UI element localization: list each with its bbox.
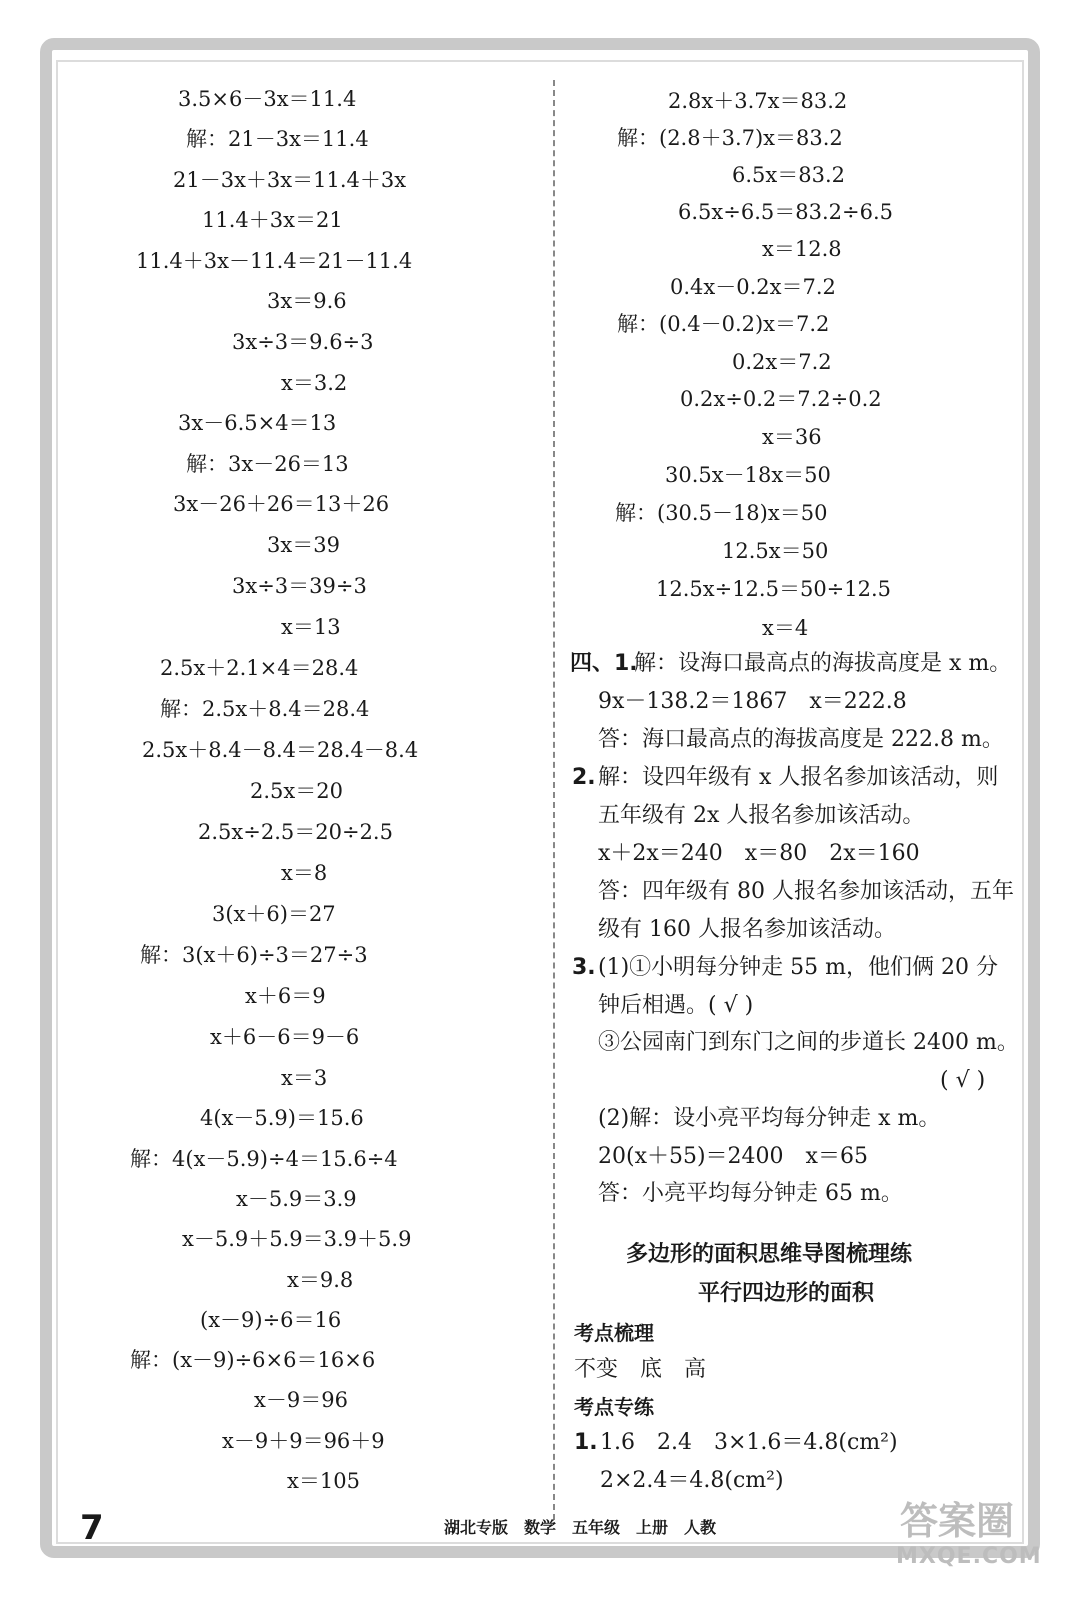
equation-line: 11.4＋3x－11.4＝21－11.4 [136,249,413,273]
equation-line: 12.5x÷12.5＝50÷12.5 [656,577,892,601]
equation-line: x＝36 [762,425,822,449]
section-subtitle: 平行四边形的面积 [698,1281,875,1306]
equation-line: 21－3x＋3x＝11.4＋3x [173,168,407,192]
equation-line: 2.8x＋3.7x＝83.2 [668,89,848,113]
answer-line: 级有 160 人报名参加该活动。 [598,917,896,942]
equation-line: 0.4x－0.2x＝7.2 [670,275,836,299]
answer-line: (1)①小明每分钟走 55 m，他们俩 20 分 [598,955,998,980]
equation-line: 12.5x＝50 [722,539,829,563]
answer-line: 答：海口最高点的海拔高度是 222.8 m。 [598,727,1004,752]
answer-line: x＋2x＝240 x＝80 2x＝160 [598,841,920,866]
equation-line: 解：(2.8＋3.7)x＝83.2 [617,126,843,150]
equation-line: x－5.9＝3.9 [236,1187,357,1211]
answer-line: 钟后相遇。( √ ) [598,993,754,1018]
equation-line: x＝4 [762,616,809,640]
equation-line: 3x－6.5×4＝13 [178,411,337,435]
equation-line: 6.5x＝83.2 [732,163,845,187]
equation-line: 解：3(x＋6)÷3＝27÷3 [140,943,368,967]
answer-line: 1.6 2.4 3×1.6＝4.8(cm²) [600,1430,898,1455]
equation-line: 0.2x＝7.2 [732,350,832,374]
equation-line: x－5.9＋5.9＝3.9＋5.9 [182,1227,412,1251]
equation-line: 30.5x－18x＝50 [665,463,831,487]
answer-line: 解：设四年级有 x 人报名参加该活动，则 [598,765,999,790]
answer-line: 9x－138.2＝1867 x＝222.8 [598,689,907,714]
equation-line: x－9＝96 [254,1388,348,1412]
equation-line: x＝9.8 [287,1268,354,1292]
equation-line: 3x－26＋26＝13＋26 [173,492,390,516]
equation-line: x＝12.8 [762,237,842,261]
equation-line: 4(x－5.9)＝15.6 [200,1106,364,1130]
answer-line: 解：设海口最高点的海拔高度是 x m。 [634,651,1012,676]
question-number: 3. [572,955,596,980]
column-divider [553,80,555,1520]
equation-line: x＝105 [287,1469,360,1493]
equation-line: 解：4(x－5.9)÷4＝15.6÷4 [130,1147,398,1171]
equation-line: 解：(0.4－0.2)x＝7.2 [617,312,830,336]
equation-line: x＝3 [281,1066,328,1090]
equation-line: 6.5x÷6.5＝83.2÷6.5 [678,200,893,224]
equation-line: 2.5x＝20 [250,779,343,803]
watermark-text: 答案圈 [900,1499,1015,1543]
answer-line: 答：小亮平均每分钟走 65 m。 [598,1181,903,1206]
equation-line: 2.5x÷2.5＝20÷2.5 [198,820,393,844]
equation-line: 解：(x－9)÷6×6＝16×6 [130,1348,376,1372]
equation-line: 11.4＋3x＝21 [202,208,343,232]
equation-line: (x－9)÷6＝16 [200,1308,342,1332]
equation-line: 3x÷3＝39÷3 [232,574,367,598]
answer-line: 2×2.4＝4.8(cm²) [600,1468,784,1493]
answer-line: 不变 底 高 [574,1357,707,1382]
answer-line: 五年级有 2x 人报名参加该活动。 [598,803,925,828]
equation-line: 3x÷3＝9.6÷3 [232,330,374,354]
question-number: 2. [572,765,596,790]
answer-line: 20(x＋55)＝2400 x＝65 [598,1144,868,1169]
equation-line: x＝8 [281,861,328,885]
section-label: 考点专练 [574,1395,654,1419]
answer-line: 答：四年级有 80 人报名参加该活动，五年 [598,879,1014,904]
section-title: 多边形的面积思维导图梳理练 [626,1242,913,1267]
equation-line: 2.5x＋8.4－8.4＝28.4－8.4 [142,738,419,762]
equation-line: x＋6－6＝9－6 [210,1025,360,1049]
equation-line: 3(x＋6)＝27 [212,902,336,926]
equation-line: 0.2x÷0.2＝7.2÷0.2 [680,387,882,411]
footer-text: 湖北专版 数学 五年级 上册 人教 [444,1518,717,1537]
question-number: 四、1. [570,651,638,676]
equation-line: 2.5x＋2.1×4＝28.4 [160,656,359,680]
page-number: 7 [80,1508,104,1548]
equation-line: 解：3x－26＝13 [186,452,349,476]
equation-line: 解：21－3x＝11.4 [186,127,369,151]
equation-line: 3x＝39 [267,533,340,557]
equation-line: 解：(30.5－18)x＝50 [615,501,828,525]
section-label: 考点梳理 [574,1321,654,1345]
answer-line: (2)解：设小亮平均每分钟走 x m。 [598,1106,941,1131]
watermark-url: MXQE.COM [896,1544,1042,1569]
watermark-logo [888,1490,1042,1580]
equation-line: 3x＝9.6 [267,289,347,313]
equation-line: 3.5×6－3x＝11.4 [178,87,357,111]
check-mark-answer: ( √ ) [940,1068,986,1093]
equation-line: x＋6＝9 [245,984,326,1008]
equation-line: x＝3.2 [281,371,348,395]
equation-line: 解：2.5x＋8.4＝28.4 [160,697,370,721]
equation-line: x－9＋9＝96＋9 [222,1429,385,1453]
answer-line: ③公园南门到东门之间的步道长 2400 m。 [598,1030,1019,1055]
equation-line: x＝13 [281,615,341,639]
question-number: 1. [574,1430,598,1455]
